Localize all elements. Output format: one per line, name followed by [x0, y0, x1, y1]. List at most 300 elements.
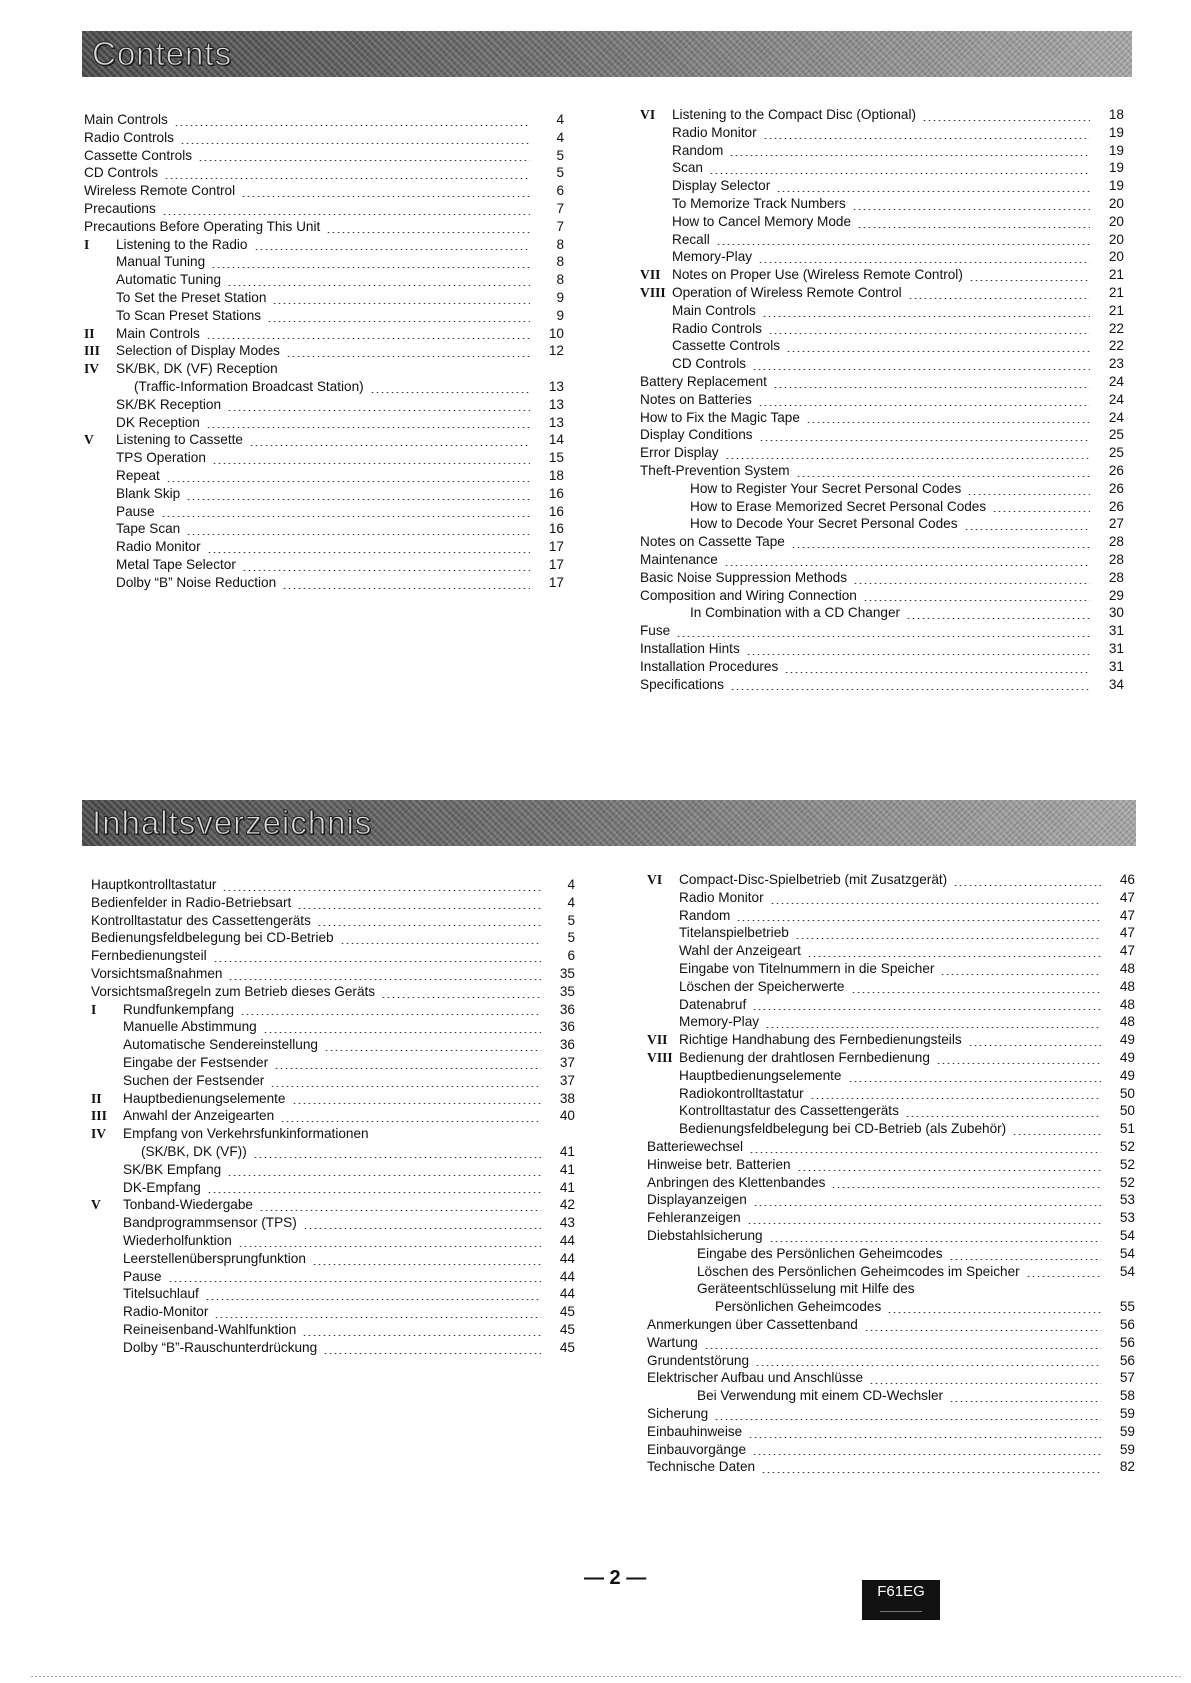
toc-entry-page: 6 — [567, 948, 575, 964]
toc-entry-label: TPS Operation — [116, 450, 206, 466]
toc-entry-page: 20 — [1108, 213, 1124, 229]
toc-entry-label: Displayanzeigen — [647, 1192, 747, 1208]
toc-leader-dots — [752, 369, 1090, 370]
toc-entry-page: 7 — [556, 218, 564, 234]
page-number: — 2 — — [584, 1567, 647, 1589]
contents-banner — [82, 31, 1132, 77]
toc-entry-label: Löschen des Persönlichen Geheimcodes im Speicher — [697, 1263, 1020, 1279]
toc-entry-label: Precautions — [84, 200, 156, 216]
toc-entry — [647, 1369, 1135, 1387]
toc-entry-page: 20 — [1108, 231, 1124, 247]
toc-entry — [91, 1196, 575, 1214]
toc-entry — [84, 182, 564, 200]
toc-entry-label: Bedienung der drahtlosen Fernbedienung — [679, 1049, 930, 1065]
toc-entry-label: Selection of Display Modes — [116, 343, 280, 359]
toc-entry-label: Bandprogrammsensor (TPS) — [123, 1215, 297, 1231]
toc-entry-label: Dolby “B” Noise Reduction — [116, 574, 277, 590]
toc-leader-dots — [214, 1317, 541, 1318]
toc-leader-dots — [709, 173, 1090, 174]
toc-leader-dots — [747, 1223, 1101, 1224]
toc-leader-dots — [746, 654, 1090, 655]
toc-entry-page: 37 — [559, 1054, 575, 1070]
toc-entry — [640, 355, 1124, 373]
toc-leader-dots — [784, 672, 1090, 673]
toc-entry — [640, 551, 1124, 569]
toc-entry — [647, 1120, 1135, 1138]
toc-entry-page: 18 — [548, 467, 564, 483]
toc-leader-dots — [769, 1241, 1101, 1242]
toc-entry-page: 56 — [1119, 1316, 1135, 1332]
toc-entry — [84, 325, 564, 343]
toc-leader-dots — [908, 298, 1090, 299]
toc-entry-label: Display Selector — [672, 178, 771, 194]
toc-entry-label: Memory-Play — [679, 1014, 760, 1030]
toc-entry-label: Listening to Cassette — [116, 432, 243, 448]
toc-leader-dots — [324, 1050, 541, 1051]
toc-entry-number: V — [91, 1197, 101, 1213]
toc-leader-dots — [964, 529, 1090, 530]
toc-leader-dots — [755, 1365, 1101, 1366]
toc-entry-label: Operation of Wireless Remote Control — [672, 284, 902, 300]
toc-leader-dots — [887, 1312, 1101, 1313]
toc-entry-page: 9 — [556, 289, 564, 305]
toc-entry — [647, 1334, 1135, 1352]
toc-entry — [84, 467, 564, 485]
toc-entry-label: Eingabe des Persönlichen Geheimcodes — [697, 1245, 943, 1261]
toc-entry — [647, 889, 1135, 907]
toc-leader-dots — [831, 1187, 1101, 1188]
toc-entry-label: Maintenance — [640, 551, 718, 567]
toc-entry-page: 49 — [1119, 1067, 1135, 1083]
toc-entry-label: Compact-Disc-Spielbetrieb (mit Zusatzgerät) — [679, 872, 948, 887]
toc-leader-dots — [725, 458, 1090, 459]
toc-entry-page: 13 — [548, 396, 564, 412]
toc-leader-dots — [758, 405, 1090, 406]
toc-entry-label: Cassette Controls — [84, 147, 193, 163]
toc-entry — [91, 912, 575, 930]
toc-leader-dots — [205, 1299, 541, 1300]
toc-entry-label: Blank Skip — [116, 485, 181, 501]
toc-entry — [640, 266, 1124, 284]
toc-entry — [640, 391, 1124, 409]
toc-leader-dots — [869, 1383, 1101, 1384]
toc-leader-dots — [716, 244, 1090, 245]
toc-entry-label: Einbauhinweise — [647, 1423, 743, 1439]
toc-entry — [84, 378, 564, 396]
toc-leader-dots — [724, 565, 1090, 566]
toc-entry-label: Radio Controls — [84, 129, 174, 145]
toc-entry-label: In Combination with a CD Changer — [690, 605, 901, 621]
toc-entry-label: CD Controls — [672, 356, 747, 372]
toc-leader-dots — [940, 974, 1101, 975]
toc-entry — [640, 480, 1124, 498]
toc-entry-label: Datenabruf — [679, 996, 747, 1012]
toc-leader-dots — [282, 588, 530, 589]
toc-leader-dots — [786, 351, 1090, 352]
toc-entry — [640, 106, 1124, 124]
toc-entry-page: 4 — [567, 894, 575, 910]
toc-entry-label: Notes on Batteries — [640, 391, 752, 407]
toc-leader-dots — [758, 262, 1090, 263]
toc-entry — [91, 1054, 575, 1072]
toc-entry — [647, 1316, 1135, 1334]
toc-entry-label: Leerstellenübersprungfunktion — [123, 1250, 306, 1266]
toc-entry-number: I — [91, 1001, 97, 1017]
toc-entry-label: Hauptkontrolltastatur — [91, 877, 217, 892]
toc-entry — [647, 1405, 1135, 1423]
model-code: F61EG — [877, 1583, 925, 1600]
toc-entry-label: Basic Noise Suppression Methods — [640, 569, 848, 585]
toc-entry — [84, 236, 564, 254]
toc-entry-label: Eingabe der Festsender — [123, 1054, 269, 1070]
toc-entry-page: 52 — [1119, 1174, 1135, 1190]
toc-entry-page: 50 — [1119, 1103, 1135, 1119]
toc-entry-label: Richtige Handhabung des Fernbedienungsteils — [679, 1032, 962, 1048]
toc-leader-dots — [274, 1068, 541, 1069]
toc-entry — [647, 1049, 1135, 1067]
toc-entry-label: Scan — [672, 160, 703, 176]
toc-entry — [84, 449, 564, 467]
toc-entry-label: DK Reception — [116, 414, 200, 430]
toc-entry-page: 45 — [559, 1339, 575, 1355]
toc-entry-label: Radio Monitor — [116, 539, 201, 555]
toc-entry-page: 10 — [548, 325, 564, 341]
toc-entry — [647, 1263, 1135, 1281]
toc-entry-label: Radio Monitor — [672, 124, 757, 140]
toc-entry — [91, 947, 575, 965]
toc-entry-number: VIII — [647, 1049, 673, 1065]
toc-entry-label: Main Controls — [116, 325, 200, 341]
toc-leader-dots — [906, 618, 1090, 619]
toc-entry — [647, 1458, 1135, 1476]
toc-entry — [647, 924, 1135, 942]
toc-entry-label: To Set the Preset Station — [116, 289, 267, 305]
toc-entry-label: Elektrischer Aufbau und Anschlüsse — [647, 1370, 864, 1386]
toc-leader-dots — [730, 689, 1090, 690]
toc-entry-label: Fernbedienungsteil — [91, 948, 207, 964]
toc-entry-label: Wartung — [647, 1334, 698, 1350]
toc-entry-label: Eingabe von Titelnummern in die Speicher — [679, 960, 935, 976]
toc-entry — [647, 1191, 1135, 1209]
toc-entry — [640, 302, 1124, 320]
toc-leader-dots — [848, 1081, 1102, 1082]
toc-entry-page: 9 — [556, 307, 564, 323]
toc-entry — [640, 515, 1124, 533]
toc-leader-dots — [168, 1281, 541, 1282]
toc-entry-label: Löschen der Speicherwerte — [679, 978, 845, 994]
toc-entry-label: Fuse — [640, 623, 671, 639]
toc-leader-dots — [852, 209, 1090, 210]
toc-leader-dots — [166, 481, 530, 482]
toc-entry-number: VII — [647, 1032, 668, 1048]
toc-leader-dots — [949, 1259, 1101, 1260]
toc-entry-page: 4 — [556, 129, 564, 145]
toc-entry-page: 21 — [1108, 284, 1124, 300]
toc-entry-page: 57 — [1119, 1370, 1135, 1386]
toc-leader-dots — [249, 445, 530, 446]
toc-entry-label: Pause — [123, 1268, 162, 1284]
toc-entry-page: 52 — [1119, 1156, 1135, 1172]
toc-entry-page: 17 — [548, 539, 564, 555]
toc-entry-page: 25 — [1108, 445, 1124, 461]
toc-leader-dots — [795, 938, 1101, 939]
toc-entry — [84, 538, 564, 556]
toc-entry — [640, 320, 1124, 338]
inhalt-title: Inhaltsverzeichnis — [92, 804, 373, 841]
toc-entry-page: 56 — [1119, 1334, 1135, 1350]
toc-leader-dots — [312, 1264, 541, 1265]
toc-entry-page: 28 — [1108, 551, 1124, 567]
toc-entry — [91, 1214, 575, 1232]
toc-entry-label: Error Display — [640, 445, 719, 461]
toc-entry-label: CD Controls — [84, 165, 159, 181]
toc-entry-page: 55 — [1119, 1299, 1135, 1315]
toc-entry — [91, 1303, 575, 1321]
toc-entry — [640, 195, 1124, 213]
toc-entry — [640, 159, 1124, 177]
toc-entry — [647, 1102, 1135, 1120]
toc-leader-dots — [763, 138, 1090, 139]
toc-entry-number: VI — [640, 107, 656, 122]
toc-entry — [647, 1441, 1135, 1459]
toc-entry-label: Dolby “B”-Rauschunterdrückung — [123, 1339, 318, 1355]
toc-entry — [640, 622, 1124, 640]
toc-entry — [640, 248, 1124, 266]
toc-leader-dots — [267, 321, 530, 322]
toc-entry-label: Notes on Proper Use (Wireless Remote Control) — [672, 267, 963, 283]
toc-entry-page: 26 — [1108, 462, 1124, 478]
toc-entry-label: Main Controls — [84, 112, 168, 127]
toc-leader-dots — [370, 392, 530, 393]
toc-leader-dots — [968, 1045, 1101, 1046]
toc-entry — [647, 1209, 1135, 1227]
toc-leader-dots — [227, 410, 530, 411]
toc-entry — [640, 587, 1124, 605]
toc-entry-page: 53 — [1119, 1192, 1135, 1208]
toc-entry — [84, 520, 564, 538]
toc-entry-label: Vorsichtsmaßnahmen — [91, 965, 223, 981]
toc-entry-number: II — [91, 1090, 102, 1106]
toc-leader-dots — [768, 333, 1090, 334]
toc-entry — [640, 462, 1124, 480]
toc-leader-dots — [211, 267, 530, 268]
toc-entry — [640, 604, 1124, 622]
toc-entry-page: 47 — [1119, 907, 1135, 923]
toc-leader-dots — [292, 1103, 542, 1104]
toc-entry-page: 46 — [1119, 872, 1135, 887]
toc-entry — [647, 1387, 1135, 1405]
toc-entry — [647, 907, 1135, 925]
toc-entry-page: 49 — [1119, 1032, 1135, 1048]
toc-entry-page: 7 — [556, 200, 564, 216]
toc-leader-dots — [228, 979, 541, 980]
toc-leader-dots — [213, 961, 541, 962]
toc-entry-label: Sicherung — [647, 1405, 709, 1421]
toc-entry-label: How to Fix the Magic Tape — [640, 409, 800, 425]
toc-entry-page: 54 — [1119, 1227, 1135, 1243]
toc-entry — [91, 1001, 575, 1019]
toc-entry — [91, 1161, 575, 1179]
toc-leader-dots — [752, 1454, 1101, 1455]
toc-entry-page: 25 — [1108, 427, 1124, 443]
toc-entry-label: Anbringen des Klettenbandes — [647, 1174, 826, 1190]
toc-entry-page: 12 — [548, 343, 564, 359]
toc-entry-page: 24 — [1108, 373, 1124, 389]
contents-title: Contents — [92, 35, 233, 72]
toc-entry-label: Tape Scan — [116, 521, 181, 537]
toc-entry — [647, 942, 1135, 960]
toc-entry-page: 19 — [1108, 142, 1124, 158]
toc-entry-page: 36 — [559, 1037, 575, 1053]
toc-leader-dots — [761, 1472, 1101, 1473]
toc-entry — [84, 574, 564, 592]
toc-leader-dots — [953, 885, 1101, 886]
toc-entry-label: Kontrolltastatur des Cassettengeräts — [679, 1103, 899, 1119]
toc-entry-label: Manual Tuning — [116, 254, 206, 270]
toc-entry-page: 19 — [1108, 178, 1124, 194]
toc-entry-label: Precautions Before Operating This Unit — [84, 218, 321, 234]
toc-entry-number: II — [84, 325, 95, 341]
toc-entry-label: SK/BK Reception — [116, 396, 222, 412]
toc-leader-dots — [286, 356, 530, 357]
toc-leader-dots — [752, 1009, 1101, 1010]
toc-entry-label: Empfang von Verkehrsfunkinformationen — [123, 1126, 369, 1142]
toc-entry — [84, 556, 564, 574]
toc-entry-label: Theft-Prevention System — [640, 462, 790, 478]
toc-entry-number: VI — [647, 872, 663, 887]
toc-entry-label: Titelanspielbetrieb — [679, 925, 789, 941]
toc-entry-label: Metal Tape Selector — [116, 556, 236, 572]
toc-entry — [647, 1085, 1135, 1103]
toc-entry — [647, 996, 1135, 1014]
toc-entry-label: (SK/BK, DK (VF)) — [141, 1143, 247, 1159]
toc-entry-label: DK-Empfang — [123, 1179, 201, 1195]
toc-leader-dots — [864, 1330, 1101, 1331]
toc-entry-page: 20 — [1108, 195, 1124, 211]
toc-leader-dots — [748, 1437, 1101, 1438]
toc-leader-dots — [206, 427, 530, 428]
toc-entry-number: IV — [84, 361, 100, 377]
toc-entry-page: 6 — [556, 183, 564, 199]
toc-leader-dots — [227, 285, 530, 286]
toc-entry-page: 47 — [1119, 943, 1135, 959]
model-badge — [862, 1580, 940, 1620]
toc-leader-dots — [222, 890, 541, 891]
toc-entry — [91, 1179, 575, 1197]
toc-leader-dots — [161, 516, 530, 517]
toc-entry-label: SK/BK, DK (VF) Reception — [116, 361, 278, 377]
toc-entry-number: IV — [91, 1126, 107, 1142]
toc-entry-label: Main Controls — [672, 302, 756, 318]
contents-right-column — [640, 106, 1124, 693]
toc-entry — [647, 1245, 1135, 1263]
toc-entry-page: 28 — [1108, 569, 1124, 585]
toc-entry — [640, 231, 1124, 249]
toc-entry-number: VII — [640, 267, 661, 283]
toc-entry-page: 48 — [1119, 1014, 1135, 1030]
toc-entry-label: Anwahl der Anzeigearten — [123, 1108, 275, 1124]
toc-entry — [84, 360, 564, 378]
toc-leader-dots — [270, 1086, 541, 1087]
toc-entry-label: Wiederholfunktion — [123, 1232, 232, 1248]
toc-entry-page: 37 — [559, 1072, 575, 1088]
toc-entry — [84, 342, 564, 360]
toc-entry — [647, 1031, 1135, 1049]
toc-entry-page: 4 — [556, 112, 564, 127]
toc-entry — [91, 1321, 575, 1339]
toc-leader-dots — [174, 125, 530, 126]
toc-entry — [84, 414, 564, 432]
toc-leader-dots — [241, 196, 530, 197]
toc-entry — [640, 658, 1124, 676]
toc-leader-dots — [272, 303, 530, 304]
toc-entry-label: Radiokontrolltastatur — [679, 1085, 804, 1101]
toc-entry-label: Fehleranzeigen — [647, 1210, 741, 1226]
toc-leader-dots — [736, 920, 1101, 921]
toc-entry-page: 47 — [1119, 889, 1135, 905]
toc-leader-dots — [851, 992, 1102, 993]
toc-leader-dots — [936, 1063, 1101, 1064]
toc-entry-page: 17 — [548, 556, 564, 572]
toc-entry-page: 56 — [1119, 1352, 1135, 1368]
toc-entry-page: 29 — [1108, 587, 1124, 603]
toc-entry — [91, 894, 575, 912]
toc-entry-page: 5 — [556, 165, 564, 181]
toc-entry — [647, 1138, 1135, 1156]
toc-leader-dots — [164, 178, 530, 179]
toc-leader-dots — [162, 214, 530, 215]
toc-entry — [91, 1232, 575, 1250]
toc-entry-page: 21 — [1108, 302, 1124, 318]
toc-entry-page: 8 — [556, 254, 564, 270]
toc-entry — [84, 431, 564, 449]
toc-entry-page: 5 — [567, 930, 575, 946]
toc-entry-page: 8 — [556, 272, 564, 288]
toc-entry — [84, 271, 564, 289]
toc-entry-page: 24 — [1108, 391, 1124, 407]
toc-entry-page: 49 — [1119, 1049, 1135, 1065]
toc-leader-dots — [714, 1419, 1101, 1420]
toc-entry-label: Tonband-Wiedergabe — [123, 1197, 253, 1213]
toc-entry-label: Radio-Monitor — [123, 1304, 209, 1320]
toc-entry — [640, 284, 1124, 302]
toc-entry — [91, 1072, 575, 1090]
toc-entry-page: 59 — [1119, 1423, 1135, 1439]
toc-leader-dots — [791, 547, 1090, 548]
toc-entry-label: Display Conditions — [640, 427, 753, 443]
toc-leader-dots — [770, 903, 1101, 904]
toc-entry-page: 54 — [1119, 1245, 1135, 1261]
toc-entry-page: 4 — [567, 877, 575, 892]
toc-entry-page: 38 — [559, 1090, 575, 1106]
toc-entry-page: 44 — [559, 1286, 575, 1302]
toc-leader-dots — [776, 191, 1090, 192]
toc-entry — [640, 640, 1124, 658]
toc-entry — [91, 876, 575, 894]
toc-leader-dots — [765, 1027, 1101, 1028]
toc-entry-page: 48 — [1119, 978, 1135, 994]
toc-entry-page: 35 — [559, 965, 575, 981]
toc-entry — [647, 1280, 1135, 1298]
toc-entry-page: 53 — [1119, 1210, 1135, 1226]
toc-leader-dots — [753, 1205, 1101, 1206]
toc-entry — [647, 1174, 1135, 1192]
toc-entry-page: 44 — [559, 1232, 575, 1248]
toc-leader-dots — [212, 463, 530, 464]
inhalt-left-column — [91, 876, 575, 1357]
toc-entry — [91, 1268, 575, 1286]
toc-leader-dots — [253, 1157, 541, 1158]
